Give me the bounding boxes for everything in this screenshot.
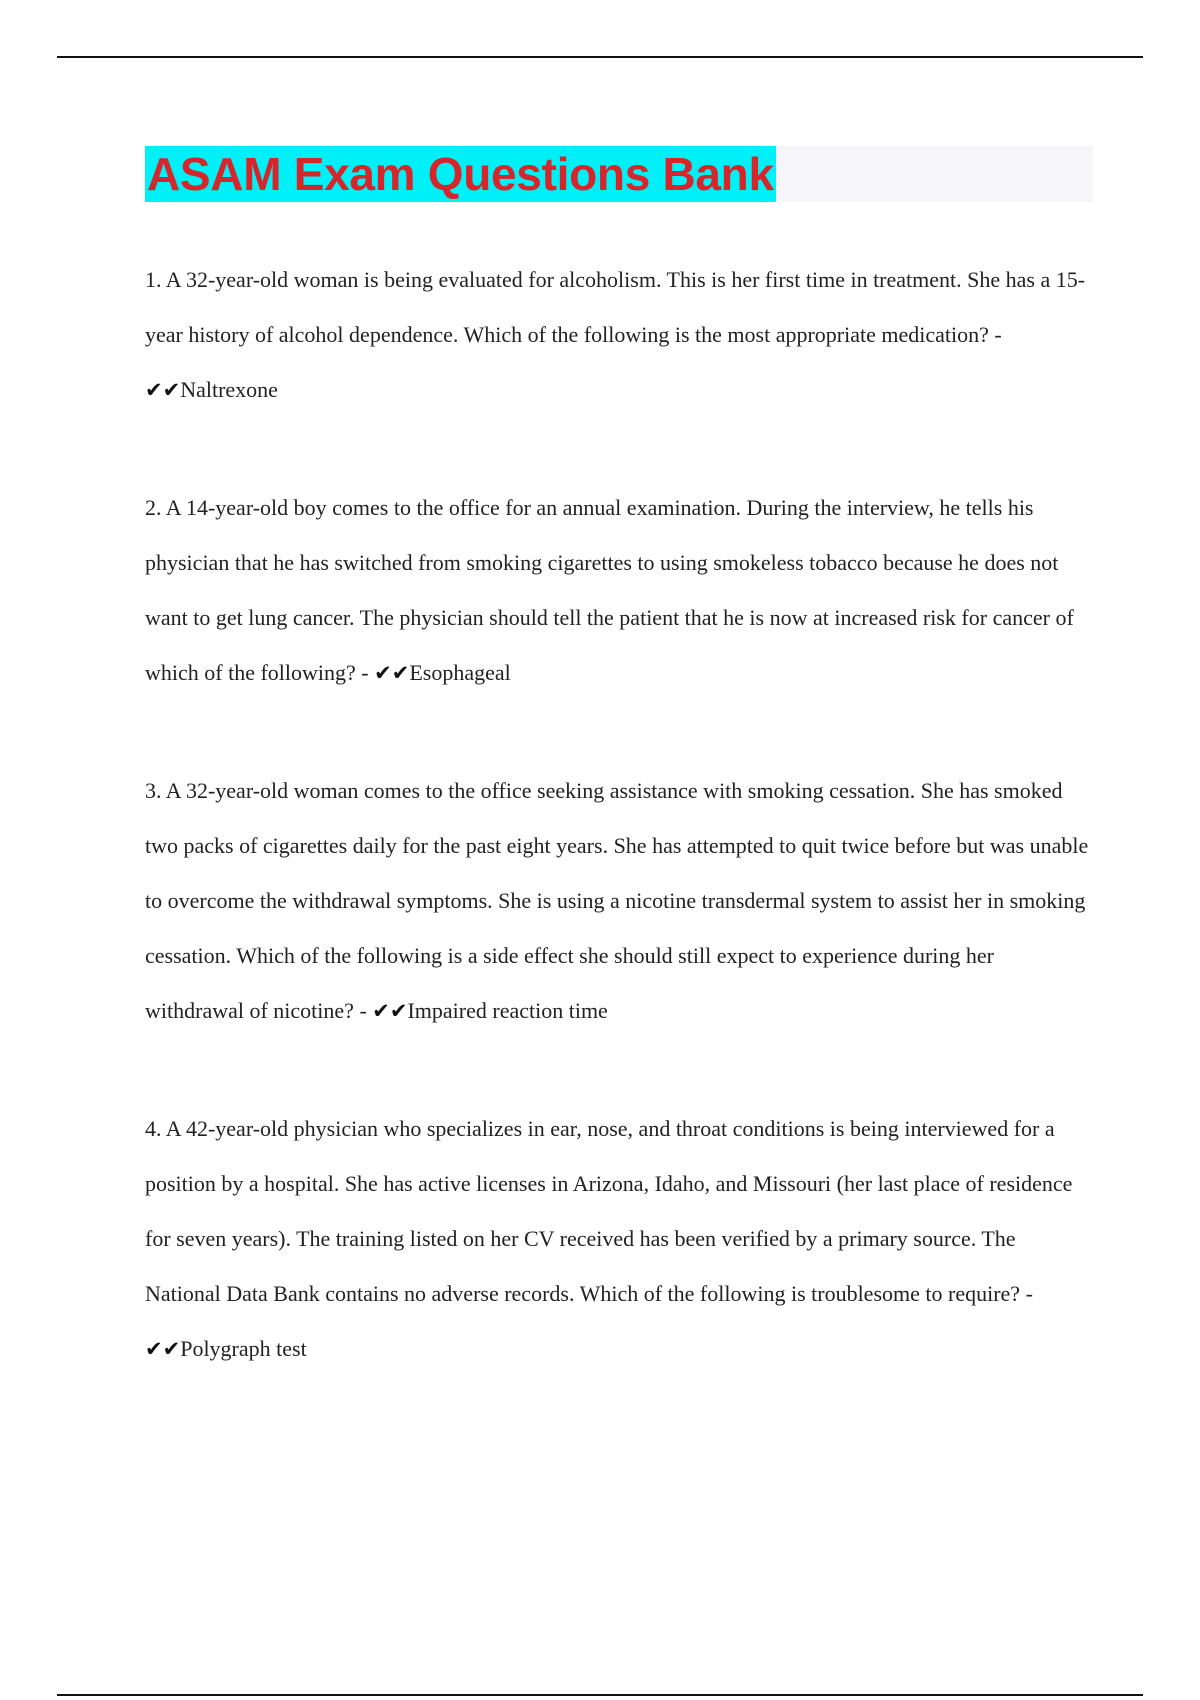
top-rule [57,56,1143,58]
question-text: A 32-year-old woman comes to the office seeking assistance with smoking cessation. She has smoked two packs of cigarettes daily for the past eight years. She has attempted to quit twice before but was unable to overcome the withdrawal symptoms. She is using a nicotine transdermal system to assist her in smoking cessation. Which of the following is a side effect she should still expect to experience during her withdrawal of nicotine? [145,778,1089,1023]
check-icon: ✔✔ [374,661,410,685]
answer-separator: - [355,660,375,685]
question-item [145,763,1091,1039]
question-number: 1. [145,267,162,292]
question-item [145,480,1091,701]
check-icon: ✔✔ [145,378,181,402]
answer-separator: - [1020,1281,1033,1306]
question-item [145,1101,1091,1377]
answer-separator: - [353,998,373,1023]
question-item [145,252,1091,418]
question-answer: Esophageal [409,660,511,685]
question-number: 4. [145,1116,162,1141]
question-text: A 32-year-old woman is being evaluated for alcoholism. This is her first time in treatment. She has a 15-year history of alcohol dependence. Which of the following is the most appropriate medication? [145,267,1086,347]
check-icon: ✔✔ [372,999,408,1023]
questions-list [145,252,1091,1439]
question-number: 2. [145,495,162,520]
question-answer: Naltrexone [180,377,278,402]
question-text: A 42-year-old physician who specializes in ear, nose, and throat conditions is being interviewed for a position by a hospital. She has active licenses in Arizona, Idaho, and Missouri (her last place of residence for seven years). The training listed on her CV received has been verified by a primary source. The National Data Bank contains no adverse records. Which of the following is troublesome to require? [145,1116,1073,1306]
bottom-rule [57,1694,1143,1696]
question-answer: Polygraph test [180,1336,307,1361]
question-answer: Impaired reaction time [407,998,608,1023]
question-text: A 14-year-old boy comes to the office for an annual examination. During the interview, he tells his physician that he has switched from smoking cigarettes to using smokeless tobacco because he does not want to get lung cancer. The physician should tell the patient that he is now at increased risk for cancer of which of the following? [145,495,1074,685]
page-title: ASAM Exam Questions Bank [147,148,774,200]
answer-separator: - [988,322,1002,347]
question-number: 3. [145,778,162,803]
check-icon: ✔✔ [145,1337,181,1361]
